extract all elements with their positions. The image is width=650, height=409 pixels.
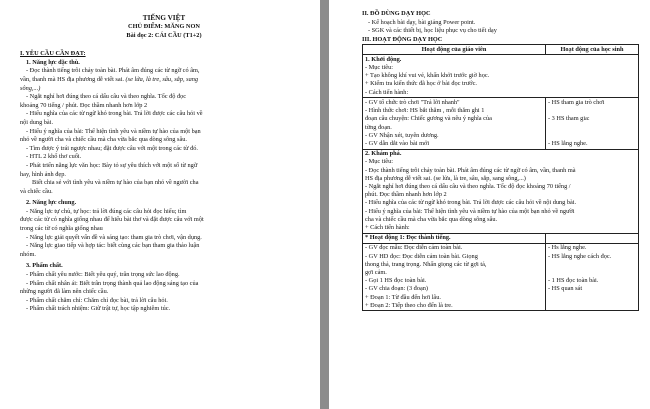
cell-line: - Cách tiến hành:	[365, 88, 409, 96]
cell-line: - HS lắng nghe.	[548, 139, 588, 147]
table-cell	[363, 243, 546, 311]
cell-line: - Hiểu nghĩa của các từ ngữ khó trong bài. Trả lời được các câu hỏi về nội dung bài.	[365, 199, 577, 207]
header-teacher: Hoạt động của giáo viên	[363, 45, 546, 55]
cell-line: thong thả, trang trọng. Nhấn giọng các từ gợi tả,	[365, 260, 487, 268]
text-line: - Phẩm chất chăm chỉ: Chăm chỉ đọc bài, trả lời câu hỏi.	[26, 296, 168, 304]
cell-line: - GV đọc mẫu: Đọc diễn cảm toàn bài.	[365, 244, 463, 252]
cell-line: - 1 HS đọc toàn bài.	[548, 277, 599, 285]
text-line: được các từ có nghĩa giống nhau để hiểu bài thơ và đặt được câu với một	[20, 216, 204, 224]
cell-line: - Ngắt nghỉ hơi đúng theo cá dấu câu và theo nghĩa. Tốc độ đọc khoảng 70 tiếng /	[365, 182, 571, 190]
cell-line: - Hs lắng nghe.	[548, 244, 587, 252]
cell-line	[548, 107, 636, 115]
text-line: - Phẩm chất nhân ái: Biết trân trọng thành quả lao động sáng tạo của	[26, 279, 199, 287]
cell-line	[548, 261, 636, 269]
table-cell	[546, 233, 639, 243]
cell-line: + Tạo không khí vui vẻ, khấn khởi trước giờ học.	[365, 72, 490, 80]
cell-line: - HS lắng nghe cách đọc.	[548, 252, 612, 260]
text-line	[20, 76, 308, 85]
cell-line: phút. Đọc thầm nhanh hơn lớp 2	[365, 191, 447, 199]
table-cell	[363, 233, 546, 243]
cell-line: - GV tổ chức trò chơi "Trả lời nhanh"	[365, 98, 460, 106]
subsection-heading: 2. Năng lực chung.	[26, 199, 77, 207]
text-line: - Đọc thành tiếng trôi chảy toàn bài. Phát âm đúng các từ ngữ có âm,	[26, 67, 200, 75]
cell-line	[548, 132, 636, 140]
cell-line: - GV dẫn dắt vào bài mới	[365, 139, 430, 147]
cell-line: - Hình thức chơi: HS bắt thăm , mỗi thăm ghi 1	[365, 107, 485, 115]
table-header-row	[363, 45, 639, 55]
text-line: những người đã làm nên chiếc cầu.	[20, 288, 109, 296]
cell-line: gợi cảm.	[365, 268, 387, 276]
text-line: - SGK và các thiết bị, học liệu phục vụ cho tiết dạy	[368, 27, 497, 35]
theme-title: CHỦ ĐIỂM: MĂNG NON	[128, 23, 200, 30]
section-heading: I. YÊU CẦU CẦN ĐẠT:	[20, 50, 86, 58]
text-line: - HTL 2 khổ thơ cuối.	[26, 153, 82, 161]
text-line: khoảng 70 tiếng / phút. Đọc thầm nhanh hơn lớp 2	[20, 101, 148, 109]
cell-line: từng đoạn.	[365, 123, 392, 131]
subsection-heading: 1. Năng lực đặc thù.	[26, 58, 80, 66]
text-line: hay, hình ảnh đẹp.	[20, 170, 66, 178]
cell-line: cha và chiếc cầu mà cha vừa bắc qua dòng sông sâu.	[365, 215, 498, 223]
text-line: - Phát triển năng lực văn học: Bày tỏ sự yêu thích với một số từ ngữ	[26, 161, 198, 169]
table-row	[363, 98, 639, 149]
subject-title: TIẾNG VIỆT	[142, 14, 186, 22]
table-cell	[546, 98, 639, 149]
cell-line: - HS quan sát	[548, 285, 583, 293]
cell-line: - Mục tiêu:	[365, 64, 393, 72]
text-span: vần, thanh mà HS địa phương dễ viết sai.	[20, 75, 124, 83]
text-line: - Ngắt nghỉ hơi đúng theo cá dấu câu và theo nghĩa. Tốc độ đọc	[26, 93, 187, 101]
text-line: - Hiểu nghĩa của các từ ngữ khó trong bài. Trả lời được các câu hỏi về	[26, 110, 203, 118]
text-line: - Hiểu ý nghĩa của bài: Thể hiện tình yêu và niềm tự hào của một bạn	[26, 127, 201, 135]
cell-line	[548, 124, 636, 132]
cell-line: - Hiểu ý nghĩa của bài: Thể hiện tình yêu và niềm tự hào của một bạn nhỏ về người	[365, 207, 575, 215]
document-page-right	[329, 0, 650, 409]
text-span: (se lửa, là tre, sâu, sắp, sang	[123, 75, 199, 83]
cell-line: - Mục tiêu:	[365, 158, 393, 166]
activity-table	[362, 44, 639, 311]
cell-line: + Cách tiến hành:	[365, 223, 410, 231]
table-row	[363, 149, 639, 233]
subsection-heading: 3. Phẩm chất.	[26, 262, 63, 270]
text-line: và chiếc cầu.	[20, 187, 53, 195]
cell-line: đoạn câu chuyện: Chiếc gương và nêu ý nghĩa của	[365, 115, 492, 123]
text-line: - Phẩm chất trách nhiệm: Giữ trật tự, học tập nghiêm túc.	[26, 305, 171, 313]
cell-line: - 3 HS tham gia:	[548, 115, 590, 123]
lesson-title: Bài đọc 2: CÁI CẦU (T1+2)	[126, 31, 202, 39]
cell-line: * Hoạt động 1: Đọc thành tiếng.	[365, 234, 451, 242]
section-heading: II. ĐỒ DÙNG DẠY HỌC	[362, 10, 431, 17]
cell-line	[548, 269, 636, 277]
text-line: - Năng lực tự chủ, tự học: trả lời đúng các câu hỏi đọc hiểu; tìm	[26, 207, 187, 215]
cell-line: - Gọi 1 HS đọc toàn bài.	[365, 277, 427, 285]
table-row	[363, 233, 639, 243]
header-student: Hoạt động của học sinh	[546, 45, 639, 55]
text-line: trong các từ có nghĩa giống nhau	[20, 225, 103, 233]
section-heading: III. HOẠT ĐỘNG DẠY HỌC	[362, 35, 443, 43]
document-page-left	[0, 0, 320, 409]
cell-line: - GV HD đọc: Đọc diễn cảm toàn bài. Giọng	[365, 252, 478, 260]
table-row	[363, 55, 639, 98]
cell-line: - HS tham gia trò chơi	[548, 98, 605, 106]
text-line: - Năng lực giao tiếp và hợp tác: biết cùng các bạn tham gia thảo luận	[26, 242, 200, 250]
cell-line: 1. Khởi động.	[365, 55, 402, 63]
text-line: - Phẩm chất yêu nước: Biết yêu quý, trân trọng sức lao động.	[26, 271, 180, 279]
cell-line: - GV Nhận xét, tuyên dương.	[365, 131, 439, 139]
text-line: nhóm.	[20, 250, 36, 258]
table-cell	[363, 149, 639, 233]
text-line: - Kế hoạch bài dạy, bài giảng Power point.	[368, 18, 476, 26]
cell-line: + Đoạn 1: Từ đầu đến hơi lâu.	[365, 293, 441, 301]
cell-line: + Đoạn 2: Tiếp theo cho đến là tre.	[365, 301, 453, 309]
table-cell	[363, 55, 639, 98]
cell-line: + Kiểm tra kiến thức đã học ở bài đọc trước.	[365, 80, 477, 88]
table-cell	[546, 243, 639, 311]
text-line: - Tìm được ý trái ngược nhau; đặt được câu với một trong các từ đó.	[26, 144, 198, 152]
cell-line: HS địa phương dễ viết sai. (se lửa, là tre, sâu, sắp, sang sông,...)	[365, 174, 526, 182]
table-cell	[363, 98, 546, 149]
text-line: nội dung bài.	[20, 118, 54, 126]
cell-line: - Đọc thành tiếng trôi chảy toàn bài. Phát âm đúng các từ ngữ có âm, vần, thanh mà	[365, 166, 576, 174]
text-line: - Năng lực giải quyết vấn đề và sáng tạo: tham gia trò chơi, vận dụng.	[26, 233, 202, 241]
table-row	[363, 243, 639, 311]
cell-line: 2. Khám phá.	[365, 150, 402, 158]
text-line: sông,...)	[20, 84, 41, 92]
cell-line: - GV chia đoạn: (3 đoạn)	[365, 285, 429, 293]
text-line: nhỏ về người cha và chiếc cầu mà cha vừa bắc qua dòng sông sâu.	[20, 136, 187, 144]
text-line: Biết chia sẻ với tình yêu và niềm tự hào của bạn nhỏ về người cha	[32, 179, 199, 187]
